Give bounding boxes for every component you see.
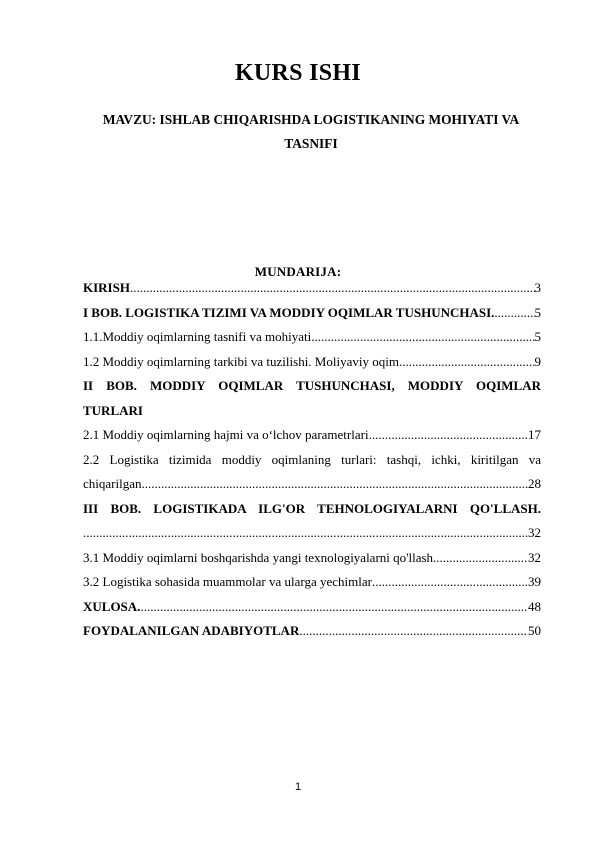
toc-entry-page: 9 xyxy=(534,353,541,369)
toc-entry-page: 32 xyxy=(528,549,541,565)
toc-entry-page: 32 xyxy=(528,525,541,540)
toc-leader-dots xyxy=(372,570,528,595)
toc-entry-bob-1[interactable] xyxy=(83,301,541,326)
toc-entry-page: 39 xyxy=(528,574,541,589)
toc-entry-xulosa[interactable] xyxy=(83,595,541,620)
toc-entry-2-2-line-1[interactable]: 2.2 Logistika tizimida moddiy oqimlaning turlari: tashqi, ichki, kiritilgan va xyxy=(83,451,541,467)
toc-entry-3-1[interactable] xyxy=(83,546,541,571)
toc-leader-dots xyxy=(433,546,528,571)
toc-entry-page: 3 xyxy=(534,280,541,295)
subject-line-2: TASNIFI xyxy=(284,136,338,151)
toc-entry-page: 5 xyxy=(534,329,541,344)
toc-entry-text: XULOSA. xyxy=(83,598,141,614)
toc-leader-dots xyxy=(311,325,534,350)
toc-entry-1-2[interactable] xyxy=(83,350,541,375)
toc-entry-bob-3-line-2[interactable] xyxy=(83,521,541,546)
toc-entry-kirish[interactable] xyxy=(83,276,541,301)
toc-entry-page: 17 xyxy=(528,427,541,442)
toc-entry-bob-3-line-1[interactable]: III BOB. LOGISTIKADA ILG'OR TEHNOLOGIYALARNI QO'LLASH. xyxy=(83,500,541,516)
toc-entry-3-2[interactable] xyxy=(83,570,541,595)
toc-entry-page: 48 xyxy=(528,598,541,614)
table-of-contents xyxy=(83,276,541,644)
toc-entry-text: 3.1 Moddiy oqimlarni boshqarishda yangi texnologiyalarni qo'llash xyxy=(83,549,434,565)
toc-entry-page: 5 xyxy=(534,304,541,320)
toc-entry-1-1[interactable] xyxy=(83,325,541,350)
toc-entry-bob-2-line-2[interactable]: TURLARI xyxy=(83,402,143,418)
toc-entry-text: 1.2 Moddiy oqimlarning tarkibi va tuzilishi. Moliyaviy oqim xyxy=(83,353,399,369)
toc-entry-adabiyotlar[interactable] xyxy=(83,619,541,644)
subject-heading xyxy=(76,108,546,156)
toc-entry-page: 50 xyxy=(528,623,541,638)
toc-entry-text: KIRISH xyxy=(83,280,130,295)
toc-entry-text: chiqarilgan xyxy=(83,476,142,491)
toc-entry-text: 1.1.Moddiy oqimlarning tasnifi va mohiyati xyxy=(83,329,312,344)
toc-entry-bob-2-line-1[interactable]: II BOB. MODDIY OQIMLAR TUSHUNCHASI, MODDIY OQIMLAR xyxy=(83,378,541,393)
toc-entry-2-1[interactable] xyxy=(83,423,541,448)
toc-entry-page: 28 xyxy=(528,476,541,491)
toc-leader-dots xyxy=(369,423,528,448)
subject-line-1: MAVZU: ISHLAB CHIQARISHDA LOGISTIKANING MOHIYATI VA xyxy=(102,112,520,127)
toc-entry-text: 3.2 Logistika sohasida muammolar va ularga yechimlar xyxy=(83,574,372,589)
toc-entry-text: I BOB. LOGISTIKA TIZIMI VA MODDIY OQIMLAR TUSHUNCHASI. xyxy=(83,304,495,320)
toc-leader-dots xyxy=(299,619,528,644)
toc-leader-dots xyxy=(83,521,528,546)
toc-entry-2-2-line-2[interactable] xyxy=(83,472,541,497)
toc-leader-dots xyxy=(140,595,528,620)
toc-leader-dots xyxy=(494,301,534,326)
document-title: KURS ISHI xyxy=(234,60,362,86)
toc-leader-dots xyxy=(130,276,535,301)
toc-heading: MUNDARIJA: xyxy=(254,264,342,279)
toc-leader-dots xyxy=(141,472,528,497)
page-number: 1 xyxy=(294,781,302,793)
toc-leader-dots xyxy=(399,350,535,375)
toc-entry-text: 2.1 Moddiy oqimlarning hajmi va o‘lchov parametrlari xyxy=(83,427,369,442)
toc-entry-text: FOYDALANILGAN ADABIYOTLAR xyxy=(83,623,300,638)
